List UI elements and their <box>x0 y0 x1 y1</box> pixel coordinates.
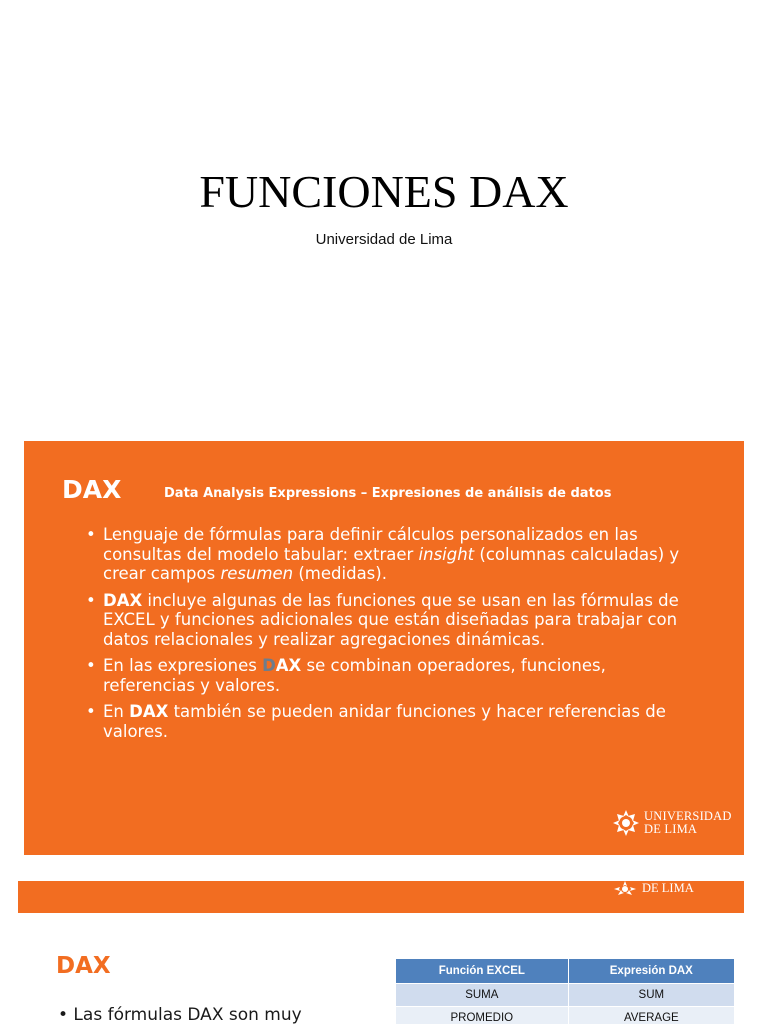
page-subtitle: Universidad de Lima <box>315 231 453 248</box>
bullet-item: • Lenguaje de fórmulas para definir cálculos personalizados en las consultas del modelo tabular: extraer insight (columnas calculadas) y crear campos resumen (medidas). <box>86 525 686 584</box>
page-title: FUNCIONES DAX <box>199 166 569 217</box>
university-logo <box>612 807 742 843</box>
function-comparison-table <box>395 958 735 1024</box>
table-cell: PROMEDIO <box>396 1007 569 1024</box>
bullet-list <box>86 525 686 748</box>
bullet-item: • En las expresiones DAX se combinan operadores, funciones, referencias y valores. <box>86 656 686 695</box>
slide-dax-functions <box>18 881 744 1024</box>
slide-heading: DAX <box>56 953 111 979</box>
logo-text: UNIVERSIDAD DE LIMA <box>644 809 732 836</box>
table-cell: SUMA <box>396 984 569 1007</box>
column-header: Función EXCEL <box>396 959 569 984</box>
table-cell: SUM <box>568 984 734 1007</box>
table-row <box>396 1007 735 1024</box>
slide-dax-intro <box>24 441 744 855</box>
university-emblem-icon <box>612 809 640 837</box>
slide-heading-subtitle: Data Analysis Expressions – Expresiones de análisis de datos <box>164 486 612 501</box>
bullet-item: • En DAX también se pueden anidar funciones y hacer referencias de valores. <box>86 702 686 741</box>
table-row <box>396 984 735 1007</box>
table-cell: AVERAGE <box>568 1007 734 1024</box>
university-logo <box>614 881 734 899</box>
bullet-item: • DAX incluye algunas de las funciones que se usan en las fórmulas de EXCEL y funciones adicionales que están diseñadas para trabajar con datos relacionales y realizar agregaciones dinámicas. <box>86 591 686 650</box>
university-emblem-icon <box>614 881 636 897</box>
slide-heading: DAX <box>62 475 122 504</box>
logo-text: DE LIMA <box>642 881 694 895</box>
table-header-row <box>396 959 735 984</box>
bullet-item: • Las fórmulas DAX son muy <box>58 1005 302 1024</box>
column-header: Expresión DAX <box>568 959 734 984</box>
